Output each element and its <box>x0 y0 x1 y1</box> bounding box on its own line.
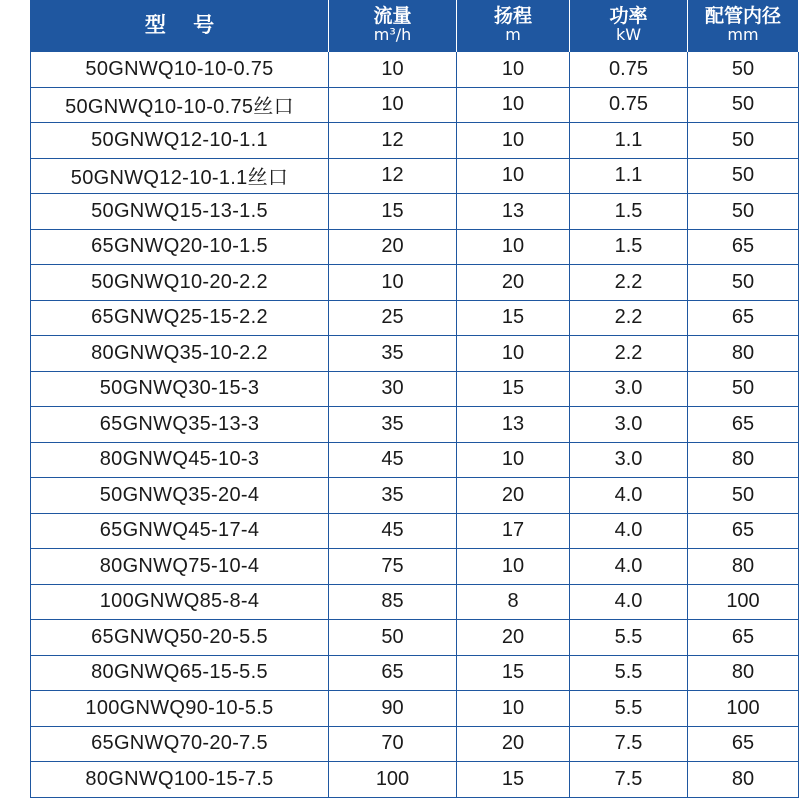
cell-head: 17 <box>457 513 570 549</box>
cell-pipe-diameter: 50 <box>688 158 799 194</box>
cell-pipe-diameter: 80 <box>688 655 799 691</box>
table-row <box>31 549 799 585</box>
cell-power: 7.5 <box>570 726 688 762</box>
header-model <box>31 0 329 52</box>
header-flow-unit: m³/h <box>373 25 412 45</box>
cell-power: 0.75 <box>570 52 688 88</box>
cell-model: 100GNWQ90-10-5.5 <box>31 691 329 727</box>
cell-flow: 35 <box>329 336 457 372</box>
cell-pipe-diameter: 65 <box>688 229 799 265</box>
cell-head: 13 <box>457 407 570 443</box>
cell-power: 4.0 <box>570 584 688 620</box>
cell-model: 50GNWQ10-10-0.75 <box>31 52 329 88</box>
table-row <box>31 52 799 88</box>
cell-pipe-diameter: 50 <box>688 265 799 301</box>
cell-power: 7.5 <box>570 762 688 798</box>
cell-power: 5.5 <box>570 655 688 691</box>
table-row <box>31 442 799 478</box>
header-flow <box>329 0 457 52</box>
cell-flow: 85 <box>329 584 457 620</box>
cell-head: 20 <box>457 478 570 514</box>
cell-flow: 90 <box>329 691 457 727</box>
cell-model: 65GNWQ50-20-5.5 <box>31 620 329 656</box>
cell-head: 10 <box>457 52 570 88</box>
cell-flow: 10 <box>329 265 457 301</box>
cell-power: 4.0 <box>570 513 688 549</box>
cell-flow: 25 <box>329 300 457 336</box>
cell-head: 10 <box>457 336 570 372</box>
cell-flow: 12 <box>329 123 457 159</box>
cell-power: 1.1 <box>570 123 688 159</box>
cell-head: 10 <box>457 123 570 159</box>
pump-spec-table <box>30 0 799 798</box>
cell-pipe-diameter: 50 <box>688 123 799 159</box>
cell-model: 80GNWQ45-10-3 <box>31 442 329 478</box>
header-pipe-diameter-unit: mm <box>727 25 759 45</box>
table-row <box>31 691 799 727</box>
cell-head: 10 <box>457 229 570 265</box>
cell-head: 10 <box>457 549 570 585</box>
cell-model: 100GNWQ85-8-4 <box>31 584 329 620</box>
cell-power: 3.0 <box>570 407 688 443</box>
header-model-title: 型 号 <box>144 13 225 38</box>
cell-pipe-diameter: 50 <box>688 52 799 88</box>
cell-pipe-diameter: 80 <box>688 549 799 585</box>
table-row <box>31 655 799 691</box>
header-head-title: 扬程 <box>493 5 532 28</box>
cell-pipe-diameter: 80 <box>688 336 799 372</box>
cell-flow: 15 <box>329 194 457 230</box>
cell-pipe-diameter: 80 <box>688 442 799 478</box>
cell-flow: 45 <box>329 442 457 478</box>
table-row <box>31 229 799 265</box>
cell-flow: 10 <box>329 52 457 88</box>
header-head <box>457 0 570 52</box>
cell-flow: 65 <box>329 655 457 691</box>
table-row <box>31 726 799 762</box>
table-row <box>31 123 799 159</box>
table-row <box>31 300 799 336</box>
cell-head: 8 <box>457 584 570 620</box>
cell-flow: 70 <box>329 726 457 762</box>
cell-pipe-diameter: 80 <box>688 762 799 798</box>
cell-flow: 12 <box>329 158 457 194</box>
table-row <box>31 194 799 230</box>
table-row <box>31 620 799 656</box>
cell-power: 4.0 <box>570 549 688 585</box>
cell-pipe-diameter: 50 <box>688 371 799 407</box>
cell-pipe-diameter: 50 <box>688 87 799 123</box>
cell-flow: 35 <box>329 407 457 443</box>
cell-model: 50GNWQ12-10-1.1丝口 <box>31 158 329 194</box>
cell-pipe-diameter: 50 <box>688 478 799 514</box>
cell-flow: 75 <box>329 549 457 585</box>
table-body <box>31 52 799 798</box>
cell-power: 2.2 <box>570 300 688 336</box>
header-pipe-diameter <box>688 0 799 52</box>
cell-pipe-diameter: 100 <box>688 691 799 727</box>
cell-head: 20 <box>457 265 570 301</box>
cell-model: 65GNWQ20-10-1.5 <box>31 229 329 265</box>
cell-power: 0.75 <box>570 87 688 123</box>
header-row <box>31 0 799 52</box>
cell-power: 2.2 <box>570 265 688 301</box>
header-head-unit: m <box>505 25 521 45</box>
cell-model: 65GNWQ45-17-4 <box>31 513 329 549</box>
cell-head: 10 <box>457 158 570 194</box>
cell-model: 80GNWQ65-15-5.5 <box>31 655 329 691</box>
cell-head: 20 <box>457 726 570 762</box>
cell-pipe-diameter: 65 <box>688 513 799 549</box>
cell-flow: 35 <box>329 478 457 514</box>
cell-power: 3.0 <box>570 442 688 478</box>
cell-head: 15 <box>457 762 570 798</box>
table-row <box>31 265 799 301</box>
cell-model: 50GNWQ12-10-1.1 <box>31 123 329 159</box>
cell-flow: 100 <box>329 762 457 798</box>
pump-spec-table-container <box>30 0 798 798</box>
cell-model: 50GNWQ10-10-0.75丝口 <box>31 87 329 123</box>
cell-power: 5.5 <box>570 620 688 656</box>
cell-flow: 45 <box>329 513 457 549</box>
cell-model: 65GNWQ25-15-2.2 <box>31 300 329 336</box>
cell-head: 15 <box>457 300 570 336</box>
cell-head: 10 <box>457 442 570 478</box>
cell-pipe-diameter: 50 <box>688 194 799 230</box>
cell-power: 1.5 <box>570 194 688 230</box>
header-power-title: 功率 <box>609 5 648 28</box>
cell-model: 50GNWQ30-15-3 <box>31 371 329 407</box>
cell-model: 80GNWQ100-15-7.5 <box>31 762 329 798</box>
cell-power: 2.2 <box>570 336 688 372</box>
cell-power: 3.0 <box>570 371 688 407</box>
cell-model: 50GNWQ10-20-2.2 <box>31 265 329 301</box>
cell-head: 15 <box>457 655 570 691</box>
cell-model: 65GNWQ35-13-3 <box>31 407 329 443</box>
cell-pipe-diameter: 65 <box>688 620 799 656</box>
table-row <box>31 478 799 514</box>
cell-flow: 10 <box>329 87 457 123</box>
cell-pipe-diameter: 65 <box>688 726 799 762</box>
cell-head: 15 <box>457 371 570 407</box>
cell-head: 10 <box>457 691 570 727</box>
cell-pipe-diameter: 100 <box>688 584 799 620</box>
cell-power: 1.1 <box>570 158 688 194</box>
cell-flow: 50 <box>329 620 457 656</box>
cell-model: 50GNWQ15-13-1.5 <box>31 194 329 230</box>
cell-model: 50GNWQ35-20-4 <box>31 478 329 514</box>
cell-pipe-diameter: 65 <box>688 300 799 336</box>
cell-flow: 20 <box>329 229 457 265</box>
header-power <box>570 0 688 52</box>
cell-flow: 30 <box>329 371 457 407</box>
table-row <box>31 336 799 372</box>
cell-model: 65GNWQ70-20-7.5 <box>31 726 329 762</box>
table-row <box>31 762 799 798</box>
cell-head: 20 <box>457 620 570 656</box>
cell-head: 13 <box>457 194 570 230</box>
cell-head: 10 <box>457 87 570 123</box>
cell-power: 4.0 <box>570 478 688 514</box>
cell-power: 1.5 <box>570 229 688 265</box>
table-row <box>31 407 799 443</box>
table-row <box>31 158 799 194</box>
header-power-unit: kW <box>615 25 642 45</box>
cell-power: 5.5 <box>570 691 688 727</box>
cell-pipe-diameter: 65 <box>688 407 799 443</box>
header-pipe-diameter-title: 配管内径 <box>704 5 781 28</box>
table-row <box>31 584 799 620</box>
table-header <box>31 0 799 52</box>
header-flow-title: 流量 <box>373 5 412 28</box>
table-row <box>31 513 799 549</box>
table-row <box>31 371 799 407</box>
table-row <box>31 87 799 123</box>
cell-model: 80GNWQ35-10-2.2 <box>31 336 329 372</box>
cell-model: 80GNWQ75-10-4 <box>31 549 329 585</box>
